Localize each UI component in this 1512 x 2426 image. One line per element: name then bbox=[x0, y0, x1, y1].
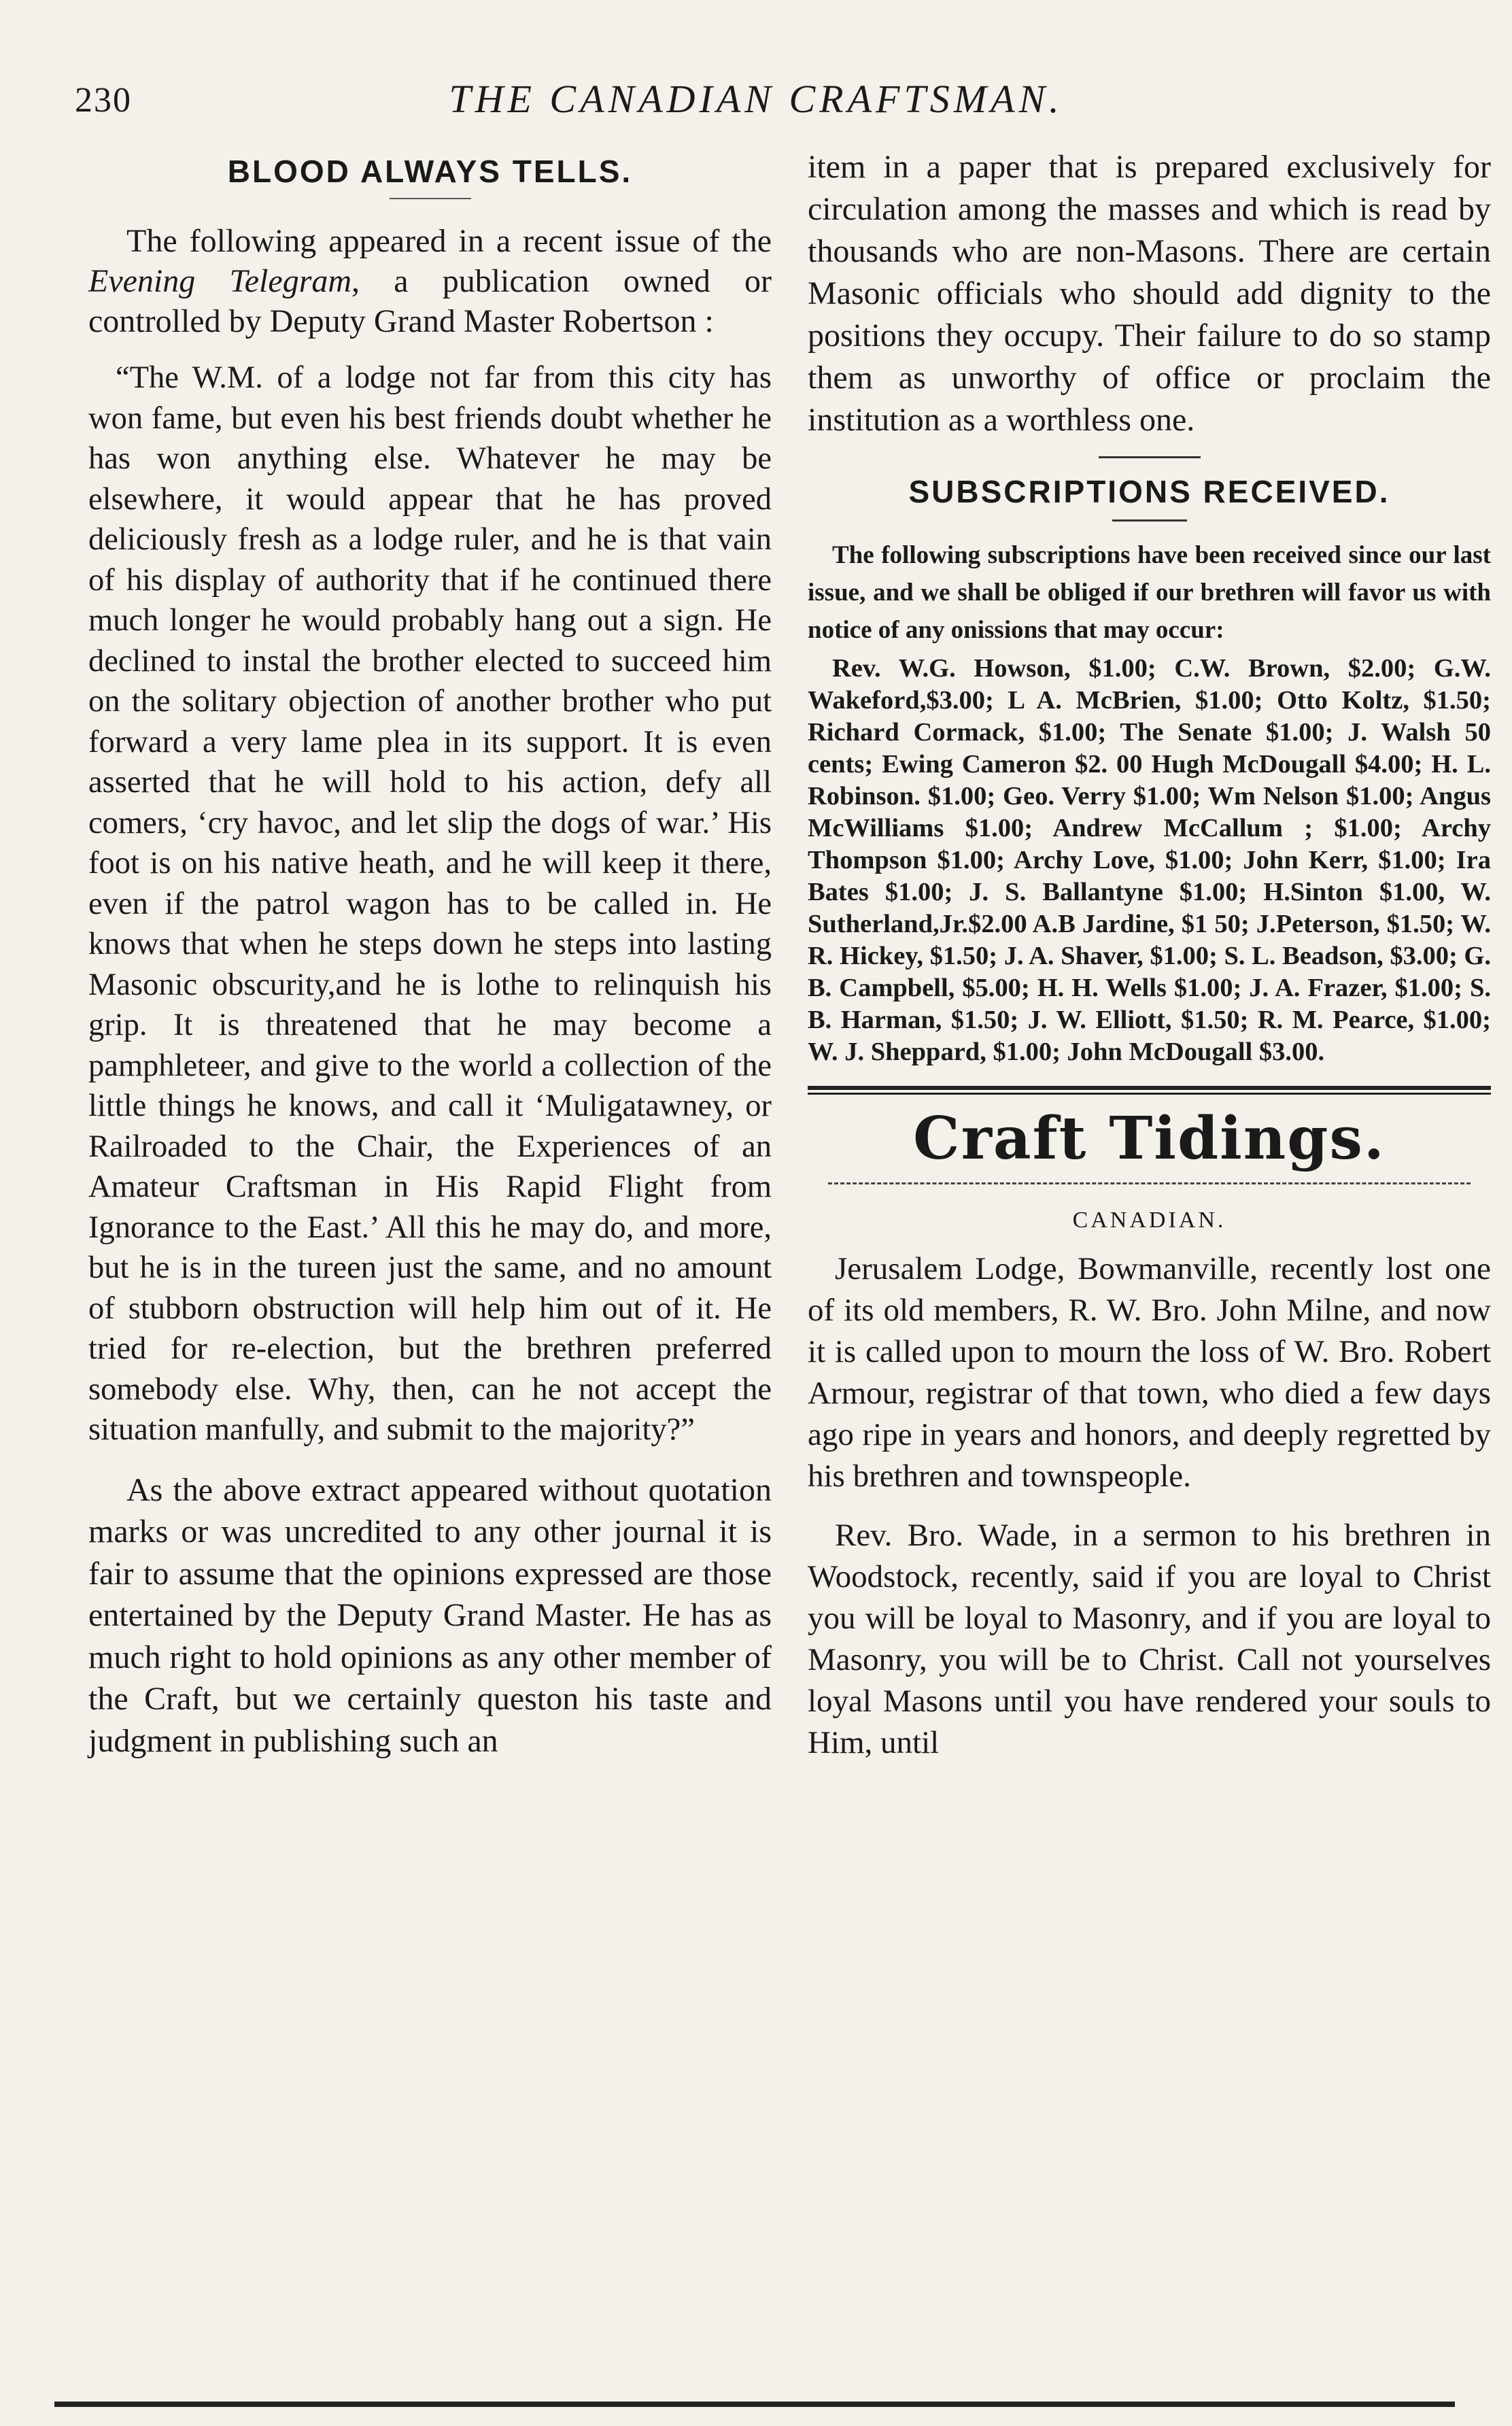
intro-text-after: , a publication owned or controlled by Deputy Grand Master Robertson : bbox=[88, 263, 772, 339]
title-dashed-rule bbox=[828, 1182, 1471, 1184]
intro-text-before: The following appeared in a recent issue of the bbox=[126, 223, 772, 259]
heading-rule bbox=[390, 198, 471, 199]
running-title: THE CANADIAN CRAFTSMAN. bbox=[449, 77, 1063, 121]
editorial-comment: As the above extract appeared without quotation marks or was uncredited to any other journal it is fair to assume that the opinions expressed are those entertained by the Deputy Grand Master. He has as much right to hold opinions as any other member of the Craft, but we certainly queston his taste and judgment in publishing such an bbox=[88, 1471, 772, 1759]
tidings-jerusalem-lodge: Jerusalem Lodge, Bowmanville, recently lost one of its old members, R. W. Bro. John Milne, and now it is called upon to mourn the loss of W. Bro. Robert Armour, registrar of that town, who died a few days ago ripe in years and honors, and deeply regretted by his brethren and townspeople. bbox=[808, 1251, 1491, 1494]
subscriptions-heading: SUBSCRIPTIONS RECEIVED. bbox=[908, 474, 1390, 509]
craft-tidings-title: Craft Tidings. bbox=[913, 1104, 1386, 1173]
section-divider bbox=[1099, 456, 1201, 458]
section-double-rule bbox=[808, 1086, 1491, 1095]
article-intro bbox=[88, 221, 772, 341]
tidings-rev-wade: Rev. Bro. Wade, in a sermon to his brethren in Woodstock, recently, said if you are loyal to Christ you will be loyal to Masonry, and if you are loyal to Masonry, you will be to Christ. Call not yourselves loyal Masons until you have rendered your souls to Him, until bbox=[808, 1518, 1491, 1760]
page-number: 230 bbox=[75, 81, 132, 120]
article-heading-blood-always-tells: BLOOD ALWAYS TELLS. bbox=[227, 154, 633, 189]
editorial-continuation: item in a paper that is prepared exclusively for circulation among the masses and which is read by thousands who are non-Masons. There are certain Masonic officials who should add dignity to the positions they occupy. Their failure to do so stamp them as unworthy of office or proclaim the institution as a worthless one. bbox=[808, 149, 1491, 438]
subscriptions-rule bbox=[1112, 519, 1187, 522]
left-column bbox=[88, 153, 772, 1762]
publication-name: Evening Telegram bbox=[88, 263, 352, 299]
right-column bbox=[808, 149, 1492, 1764]
canadian-subhead: CANADIAN. bbox=[1072, 1208, 1226, 1233]
quoted-extract: “The W.M. of a lodge not far from this city has won fame, but even his best friends doubt whether he has won anything else. Whatever he may be elsewhere, it would appear that he has proved deliciously fresh as a lodge ruler, and he is that vain of his display of authority that if he continued there much longer he would probably hang out a sign. He declined to instal the brother elected to succeed him on the solitary objection of another brother who put forward a very lame plea in its support. It is even asserted that he will hold to his action, defy all comers, ‘cry havoc, and let slip the dogs of war.’ His foot is on his native heath, and he will keep it there, even if the patrol wagon has to be called in. He knows that when he steps down he steps into lasting Masonic obscurity,and he is lothe to relinquish his grip. It is threatened that he may become a pamphleteer, and give to the world a collection of the little things he knows, and call it ‘Muligatawney, or Railroaded to the Chair, the Experiences of an Amateur Craftsman in His Rapid Flight from Ignorance to the East.’ All this he may do, and more, but he is in the tureen just the same, and no amount of stubborn obstruction will help him out of it. He tried for re-election, but the brethren preferred somebody else. Why, then, can he not accept the situation manfully, and submit to the majority?” bbox=[88, 360, 772, 1447]
subscriptions-list: Rev. W.G. Howson, $1.00; C.W. Brown, $2.00; G.W. Wakeford,$3.00; L A. McBrien, $1.00; Otto Koltz, $1.50; Richard Cormack, $1.00; The Senate $1.00; J. Walsh 50 cents; Ewing Cameron $2. 00 Hugh McDougall $4.00; H. L. Robinson. $1.00; Geo. Verry $1.00; Wm Nelson $1.00; Angus McWilliams $1.00; Andrew McCallum ; $1.00; Archy Thompson $1.00; Archy Love, $1.00; John Kerr, $1.00; Ira Bates $1.00; J. S. Ballantyne $1.00; H.Sinton $1.00, W. Sutherland,Jr.$2.00 A.B Jardine, $1 50; J.Peterson, $1.50; W. R. Hickey, $1.50; J. A. Shaver, $1.00; S. L. Beadson, $3.00; G. B. Campbell, $5.00; H. H. Wells $1.00; J. A. Frazer, $1.00; S. B. Harman, $1.50; J. W. Elliott, $1.50; R. M. Pearce, $1.00; W. J. Sheppard, $1.00; John McDougall $3.00. bbox=[808, 654, 1492, 1066]
subscriptions-intro: The following subscriptions have been received since our last issue, and we shall be obliged if our brethren will favor us with notice of any onissions that may occur: bbox=[808, 541, 1491, 644]
bottom-rule bbox=[54, 2402, 1455, 2407]
